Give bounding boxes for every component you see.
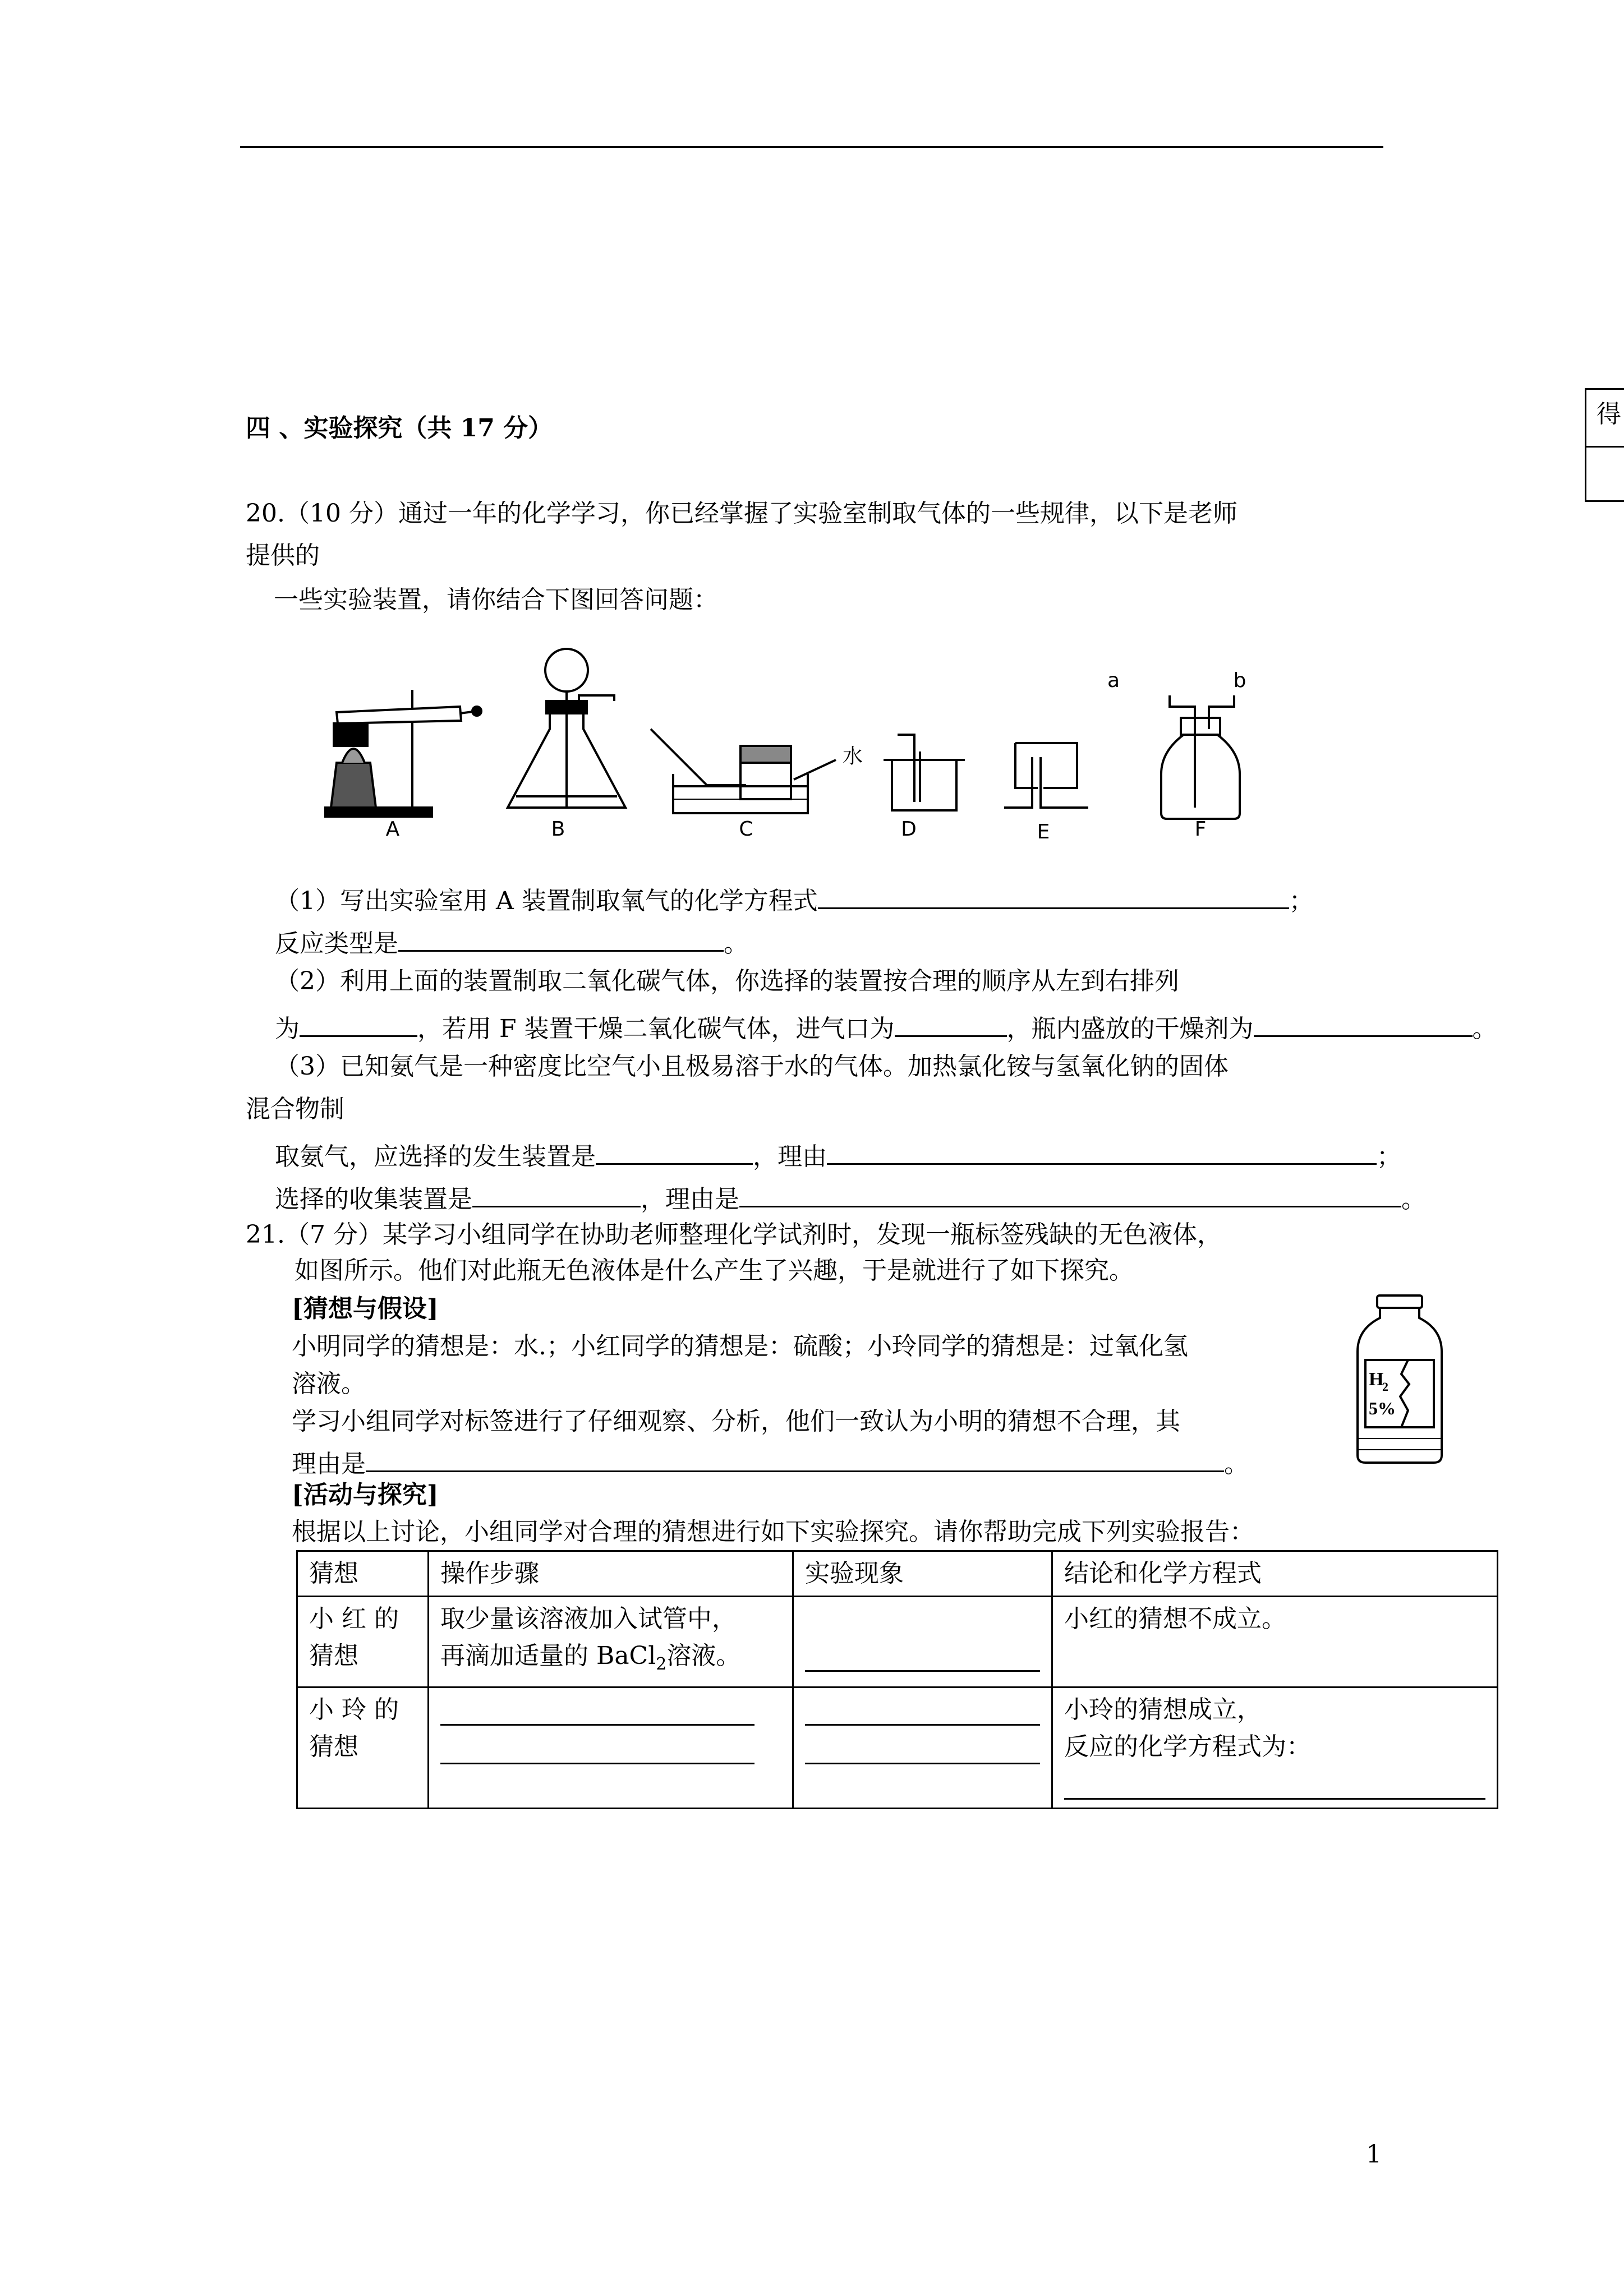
answer-blank-collector[interactable]	[472, 1180, 641, 1207]
q21-heading-hypothesis: [猜想与假设]	[292, 1294, 439, 1323]
xiaohong-guess-b: 猜想	[309, 1642, 358, 1670]
header-guess: 猜想	[297, 1551, 429, 1597]
apparatus-e	[1004, 743, 1088, 808]
q20-p3-line2: 混合物制	[246, 1095, 344, 1123]
q21-line1: 21.（7 分）某学习小组同学在协助老师整理化学试剂时，发现一瓶标签残缺的无色液体，	[246, 1220, 1222, 1249]
cell-xiaohong-steps	[429, 1597, 793, 1688]
answer-blank-reason1[interactable]	[827, 1137, 1377, 1165]
answer-blank-xiaoling-phenomenon-1[interactable]	[805, 1691, 1040, 1726]
q20-p1-text: （1）写出实验室用 A 装置制取氧气的化学方程式	[275, 887, 818, 916]
score-box-lower	[1585, 444, 1624, 502]
q20-p3-line4-end: 。	[1401, 1185, 1426, 1214]
section-title: 四 、实验探究（共 17 分）	[246, 414, 553, 442]
q21-reason-end: 。	[1224, 1450, 1249, 1479]
xiaoling-conclusion-b: 反应的化学方程式为：	[1064, 1732, 1311, 1761]
bottle-label-h: H	[1369, 1369, 1384, 1390]
xiaohong-conclusion: 小红的猜想不成立。	[1064, 1605, 1286, 1633]
q21-guess-line1: 小明同学的猜想是：水.；小红同学的猜想是：硫酸；小玲同学的猜想是：过氧化氢	[292, 1332, 1188, 1361]
answer-blank-equation[interactable]	[818, 882, 1289, 909]
q21-guess-line2: 溶液。	[292, 1370, 366, 1398]
q20-p2-desiccant-label: ，瓶内盛放的干燥剂为	[1006, 1015, 1254, 1044]
port-b-label: b	[1233, 669, 1246, 692]
apparatus-label-f: F	[1194, 818, 1207, 841]
q20-p2-inlet-label: ，若用 F 装置干燥二氧化碳气体，进气口为	[417, 1015, 895, 1044]
q20-p3-reason2-label: ，理由是	[641, 1185, 739, 1214]
apparatus-b	[508, 649, 625, 808]
table-row-xiaoling	[297, 1687, 1498, 1808]
water-label: 水	[842, 745, 863, 768]
xiaohong-step-b-text: 再滴加适量的 BaCl	[440, 1642, 656, 1670]
q20-p1-line2	[275, 924, 748, 959]
score-box	[1585, 388, 1624, 448]
q20-p1-type-label: 反应类型是	[275, 929, 398, 958]
xiaohong-guess-a: 小 红 的	[309, 1605, 399, 1633]
cell-xiaohong-guess	[297, 1597, 429, 1688]
experiment-report-table	[296, 1550, 1498, 1809]
q20-line2: 提供的	[246, 541, 320, 570]
header-steps: 操作步骤	[429, 1551, 793, 1597]
cell-xiaoling-guess	[297, 1687, 429, 1808]
apparatus-d	[884, 735, 965, 810]
apparatus-figure	[314, 639, 1268, 852]
apparatus-label-a: A	[385, 818, 400, 841]
answer-blank-xiaoling-step-2[interactable]	[440, 1730, 755, 1764]
q20-p1-end: ；	[1289, 887, 1314, 916]
apparatus-f	[1161, 695, 1240, 819]
q20-p3-col-label: 选择的收集装置是	[275, 1185, 472, 1214]
table-header-row	[297, 1551, 1498, 1597]
answer-blank-generator[interactable]	[596, 1137, 753, 1165]
header-phenomenon: 实验现象	[793, 1551, 1052, 1597]
q20-line3: 一些实验装置，请你结合下图回答问题：	[274, 585, 718, 614]
xiaoling-conclusion-a: 小玲的猜想成立，	[1064, 1695, 1262, 1724]
answer-blank-xiaoling-equation[interactable]	[1064, 1765, 1485, 1800]
q21-obs-line2	[292, 1445, 1249, 1479]
answer-blank-xiaoling-phenomenon-2[interactable]	[805, 1730, 1040, 1764]
cell-xiaoling-phenomenon	[793, 1687, 1052, 1808]
xiaoling-guess-b: 猜想	[309, 1732, 358, 1761]
xiaohong-step-a: 取少量该溶液加入试管中，	[440, 1605, 737, 1633]
bottle-label-sub: 2	[1382, 1380, 1388, 1394]
q20-line1: 20.（10 分）通过一年的化学学习，你已经掌握了实验室制取气体的一些规律，以下是老师	[246, 499, 1237, 528]
answer-blank-inlet[interactable]	[895, 1009, 1007, 1037]
answer-blank-reaction-type[interactable]	[398, 924, 724, 952]
q21-table-intro: 根据以上讨论，小组同学对合理的猜想进行如下实验探究。请你帮助完成下列实验报告：	[292, 1518, 1254, 1546]
header-conclusion: 结论和化学方程式	[1052, 1551, 1498, 1597]
q21-reason-label: 理由是	[292, 1450, 366, 1479]
q20-p2-end: 。	[1472, 1015, 1497, 1044]
cell-xiaoling-steps	[429, 1687, 793, 1808]
xiaoling-guess-a: 小 玲 的	[309, 1695, 399, 1724]
apparatus-label-d: D	[901, 818, 917, 841]
q20-p1-line1	[275, 882, 1314, 916]
answer-blank-xiaohong-phenomenon[interactable]	[805, 1638, 1040, 1672]
q20-p2-line1: （2）利用上面的装置制取二氧化碳气体，你选择的装置按合理的顺序从左到右排列	[275, 967, 1179, 995]
q21-obs-line1: 学习小组同学对标签进行了仔细观察、分析，他们一致认为小明的猜想不合理，其	[292, 1407, 1180, 1436]
q20-p3-line3	[275, 1137, 1401, 1172]
score-box-char: 得	[1597, 400, 1621, 428]
apparatus-a	[325, 690, 481, 817]
q20-p3-gen-label: 取氨气，应选择的发生装置是	[275, 1142, 596, 1172]
header-rule	[240, 146, 1383, 148]
reagent-bottle-figure	[1352, 1290, 1447, 1469]
q20-p3-reason1-label: ，理由	[753, 1142, 827, 1172]
xiaohong-step-b-sub: 2	[656, 1654, 667, 1674]
bottle-label-pct: 5%	[1369, 1398, 1396, 1418]
xiaohong-step-b-end: 溶液。	[666, 1642, 741, 1670]
q21-line2: 如图所示。他们对此瓶无色液体是什么产生了兴趣，于是就进行了如下探究。	[295, 1256, 1134, 1285]
q20-p2-wei: 为	[275, 1015, 300, 1044]
answer-blank-desiccant[interactable]	[1254, 1009, 1473, 1037]
q21-heading-activity: [活动与探究]	[292, 1481, 439, 1509]
q20-p3-line1: （3）已知氨气是一种密度比空气小且极易溶于水的气体。加热氯化铵与氢氧化钠的固体	[275, 1052, 1229, 1081]
answer-blank-xiaoming-reason[interactable]	[366, 1445, 1224, 1472]
q20-p3-line3-end: ；	[1377, 1142, 1401, 1172]
q20-p2-line2	[275, 1009, 1497, 1044]
port-a-label: a	[1107, 669, 1120, 692]
answer-blank-xiaoling-step-1[interactable]	[440, 1691, 755, 1726]
apparatus-c	[651, 729, 836, 813]
answer-blank-co2-apparatus[interactable]	[300, 1009, 417, 1037]
cell-xiaohong-phenomenon	[793, 1597, 1052, 1688]
q20-p1-type-end: 。	[724, 929, 748, 958]
q20-p3-line4	[275, 1180, 1426, 1215]
cell-xiaoling-conclusion	[1052, 1687, 1498, 1808]
apparatus-label-b: B	[551, 818, 565, 841]
answer-blank-reason2[interactable]	[739, 1180, 1401, 1207]
xiaohong-step-b	[440, 1638, 781, 1683]
apparatus-label-c: C	[739, 818, 753, 841]
apparatus-label-e: E	[1037, 820, 1050, 843]
cell-xiaohong-conclusion	[1052, 1597, 1498, 1688]
table-row-xiaohong	[297, 1597, 1498, 1688]
page-number: 1	[1366, 2140, 1382, 2169]
